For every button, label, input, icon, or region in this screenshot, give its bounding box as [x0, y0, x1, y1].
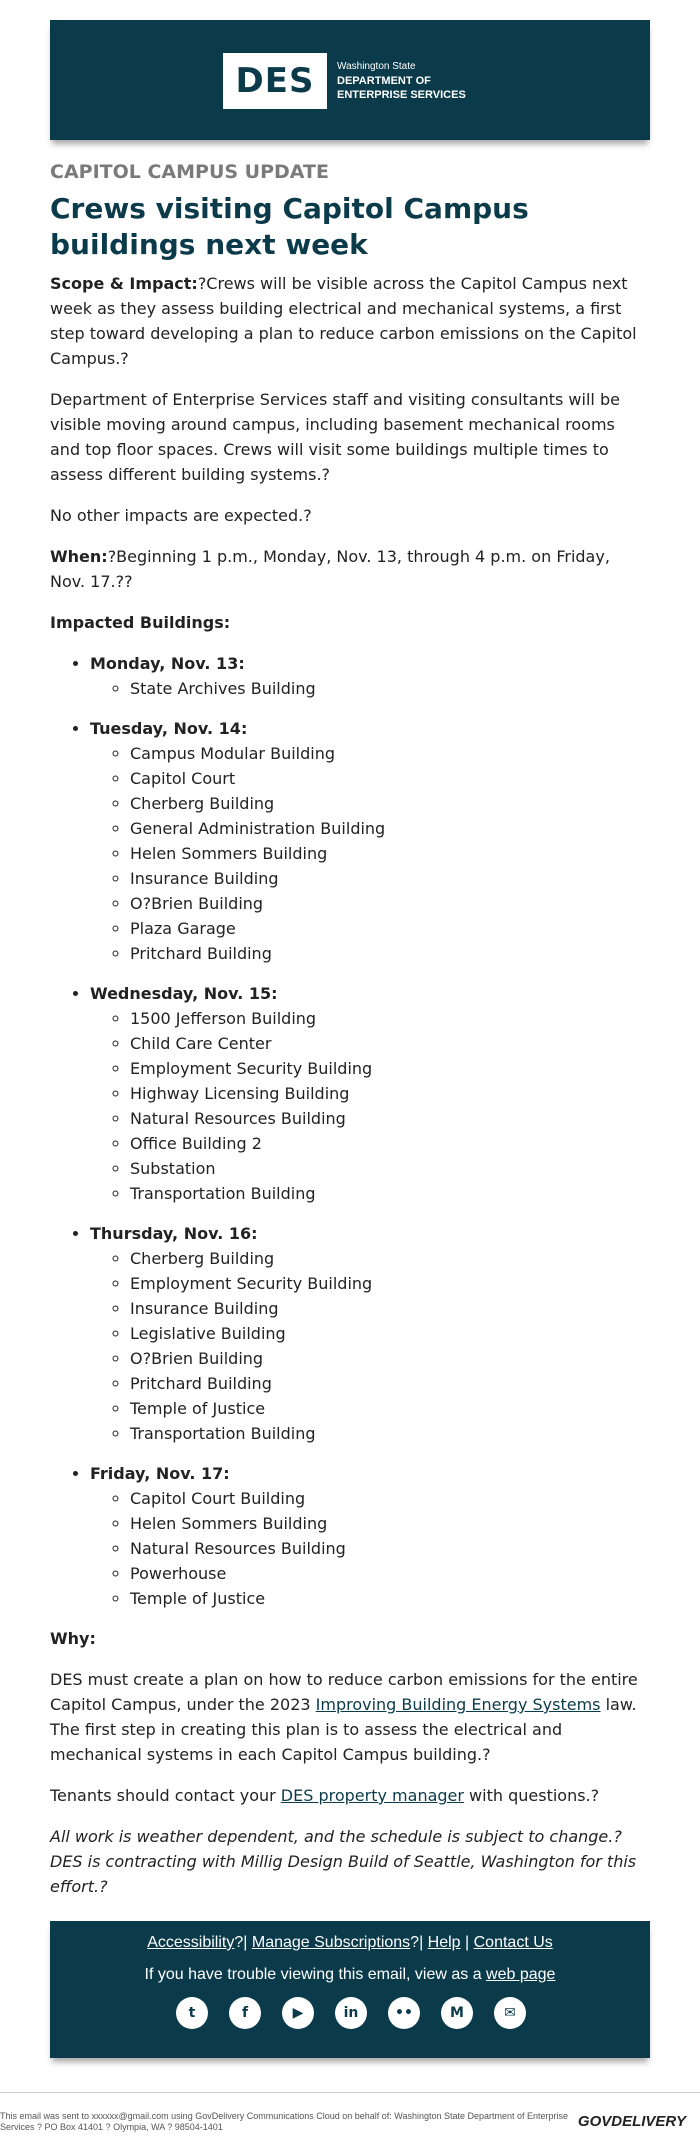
sent-to-text: This email was sent to xxxxxx@gmail.com using GovDelivery Communications Cloud on behalf of: Washington State Department of Enterprise Services ? PO Box 41401 ? Olympia, WA ? 98504-1401: [0, 2111, 569, 2132]
building-item: ◦ Helen Sommers Building: [130, 841, 650, 866]
help-link[interactable]: Help: [427, 1934, 461, 1951]
building-item: ◦ Cherberg Building: [130, 791, 650, 816]
day-item: [90, 981, 650, 1206]
building-item: ◦ O?Brien Building: [130, 1346, 650, 1371]
des-logo[interactable]: [223, 53, 476, 109]
building-item: ◦ Powerhouse: [130, 1561, 650, 1586]
when-paragraph: [50, 544, 650, 594]
building-item: ◦ O?Brien Building: [130, 891, 650, 916]
kicker: CAPITOL CAMPUS UPDATE: [50, 161, 329, 183]
building-item: ◦ State Archives Building: [130, 676, 650, 701]
building-list: [90, 676, 650, 701]
building-list: [90, 1246, 650, 1446]
day-item: [90, 1221, 650, 1446]
facebook-icon[interactable]: f: [229, 1997, 261, 2029]
web-page-link[interactable]: web page: [486, 1966, 556, 1983]
scope-text: ?Crews will be visible across the Capitol Campus next week as they assess building electrical and mechanical systems, a first step toward developing a plan to reduce carbon emissions on the Capitol Campus.?: [50, 274, 637, 368]
day-item: [90, 651, 650, 701]
day-label: Tuesday, Nov. 14:: [90, 719, 248, 738]
flickr-icon[interactable]: ••: [388, 1997, 420, 2029]
logo-line2: DEPARTMENT OF: [337, 75, 431, 87]
day-label: Monday, Nov. 13:: [90, 654, 245, 673]
email-header: [50, 20, 650, 140]
building-item: ◦ Capitol Court: [130, 766, 650, 791]
property-manager-link[interactable]: DES property manager: [280, 1786, 464, 1805]
why-label: Why:: [50, 1629, 96, 1648]
manage-subscriptions-link[interactable]: Manage Subscriptions: [251, 1934, 411, 1951]
note-paragraph: All work is weather dependent, and the schedule is subject to change.?DES is contracting with Millig Design Build of Seattle, Washington for this effort.?: [50, 1827, 637, 1896]
email-footer: [50, 1921, 650, 2058]
building-item: ◦ Pritchard Building: [130, 1371, 650, 1396]
email-content: [50, 160, 650, 1969]
building-item: ◦ Insurance Building: [130, 866, 650, 891]
email-icon[interactable]: ✉: [494, 1997, 526, 2029]
contact-us-link[interactable]: Contact Us: [473, 1934, 553, 1951]
medium-icon[interactable]: M: [441, 1997, 473, 2029]
building-item: ◦ Employment Security Building: [130, 1271, 650, 1296]
building-item: ◦ 1500 Jefferson Building: [130, 1006, 650, 1031]
building-item: ◦ Temple of Justice: [130, 1586, 650, 1611]
energy-systems-link[interactable]: Improving Building Energy Systems: [315, 1695, 601, 1714]
building-list: [90, 1486, 650, 1611]
scope-paragraph: [50, 271, 650, 371]
logo-text: [337, 60, 466, 102]
building-item: ◦ General Administration Building: [130, 816, 650, 841]
why-paragraph: DES must create a plan on how to reduce carbon emissions for the entire Capitol Campus, under the 2023 Improving Building Energy Systems law. The first step in creating this plan is to assess the electrical and mechanical systems in each Capitol Campus building.?: [50, 1670, 638, 1764]
building-item: ◦ Campus Modular Building: [130, 741, 650, 766]
logo-line3: ENTERPRISE SERVICES: [337, 89, 466, 101]
tenants-paragraph: Tenants should contact your DES property manager with questions.?: [50, 1786, 600, 1805]
social-icons: [176, 1997, 526, 2029]
building-item: ◦ Pritchard Building: [130, 941, 650, 966]
accessibility-link[interactable]: Accessibility: [147, 1934, 235, 1951]
building-item: ◦ Capitol Court Building: [130, 1486, 650, 1511]
building-item: ◦ Office Building 2: [130, 1131, 650, 1156]
linkedin-icon[interactable]: in: [335, 1997, 367, 2029]
footer-links: Accessibility?| Manage Subscriptions?| Help | Contact Us: [147, 1934, 553, 1951]
building-list: [90, 741, 650, 966]
building-item: ◦ Transportation Building: [130, 1421, 650, 1446]
day-label: Wednesday, Nov. 15:: [90, 984, 278, 1003]
logo-line1: Washington State: [337, 61, 416, 72]
when-label: When:: [50, 547, 108, 566]
building-item: ◦ Natural Resources Building: [130, 1536, 650, 1561]
building-item: ◦ Natural Resources Building: [130, 1106, 650, 1131]
building-item: ◦ Employment Security Building: [130, 1056, 650, 1081]
building-item: ◦ Temple of Justice: [130, 1396, 650, 1421]
impacted-label: Impacted Buildings:: [50, 613, 231, 632]
building-item: ◦ Child Care Center: [130, 1031, 650, 1056]
logo-mark: DES: [223, 53, 327, 109]
building-item: ◦ Legislative Building: [130, 1321, 650, 1346]
building-item: ◦ Transportation Building: [130, 1181, 650, 1206]
building-item: ◦ Highway Licensing Building: [130, 1081, 650, 1106]
youtube-icon[interactable]: ▶: [282, 1997, 314, 2029]
building-item: ◦ Substation: [130, 1156, 650, 1181]
building-item: ◦ Insurance Building: [130, 1296, 650, 1321]
building-item: ◦ Cherberg Building: [130, 1246, 650, 1271]
scope-label: Scope & Impact:: [50, 274, 198, 293]
building-item: ◦ Plaza Garage: [130, 916, 650, 941]
twitter-icon[interactable]: t: [176, 1997, 208, 2029]
day-label: Thursday, Nov. 16:: [90, 1224, 258, 1243]
staff-paragraph: Department of Enterprise Services staff and visiting consultants will be visible moving around campus, including basement mechanical rooms and top floor spaces. Crews will visit some buildings multiple times to assess different building systems.?: [50, 390, 620, 484]
day-item: [90, 1461, 650, 1611]
impacts-paragraph: No other impacts are expected.?: [50, 506, 312, 525]
day-label: Friday, Nov. 17:: [90, 1464, 230, 1483]
when-text: ?Beginning 1 p.m., Monday, Nov. 13, through 4 p.m. on Friday, Nov. 17.??: [50, 547, 610, 591]
building-item: ◦ Helen Sommers Building: [130, 1511, 650, 1536]
day-item: [90, 716, 650, 966]
days-list: [50, 651, 650, 1611]
headline: Crews visiting Capitol Campus buildings next week: [50, 192, 529, 261]
web-view-line: If you have trouble viewing this email, view as a web page: [144, 1966, 556, 1983]
bottom-bar: [0, 2092, 700, 2138]
govdelivery-logo[interactable]: GOVDELIVERY: [577, 2113, 686, 2130]
building-list: [90, 1006, 650, 1206]
